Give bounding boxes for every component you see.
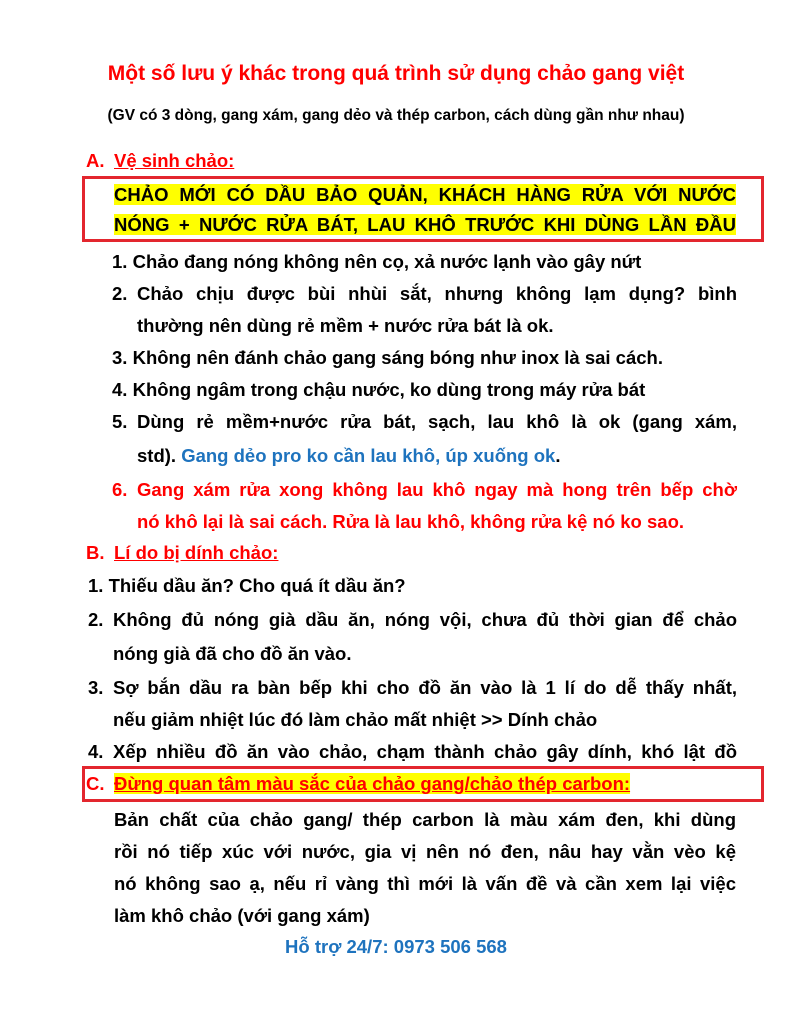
list-item: 3. Không nên đánh chảo gang sáng bóng như inox là sai cách. bbox=[112, 347, 663, 368]
list-item-text: nó khô lại là sai cách. Rửa là lau khô, không rửa kệ nó ko sao. bbox=[137, 511, 685, 532]
list-item-text: nếu giảm nhiệt lúc đó làm chảo mất nhiệt >> Dính chảo bbox=[113, 709, 598, 730]
blue-note: Gang dẻo pro ko cần lau khô, úp xuống ok bbox=[181, 445, 556, 466]
section-b-letter: B. bbox=[86, 542, 105, 563]
section-b-heading bbox=[86, 538, 278, 568]
list-item: 2. bbox=[88, 609, 104, 630]
section-a-title: Vệ sinh chảo: bbox=[114, 150, 235, 171]
document-subtitle: (GV có 3 dòng, gang xám, gang dẻo và thép carbon, cách dùng gần như nhau) bbox=[107, 107, 685, 124]
section-c-title: Đừng quan tâm màu sắc của chảo gang/chảo thép carbon: bbox=[114, 773, 631, 794]
list-item: 4. bbox=[88, 741, 104, 762]
list-item: 2. bbox=[112, 283, 128, 304]
notice-line-1: CHẢO MỚI CÓ DẦU BẢO QUẢN, KHÁCH HÀNG RỬA VỚI NƯỚC bbox=[114, 184, 736, 205]
list-item-text: Sợ bắn dầu ra bàn bếp khi cho đồ ăn vào là 1 lí do dễ thấy nhất, bbox=[113, 677, 737, 698]
list-item: 1. Chảo đang nóng không nên cọ, xả nước lạnh vào gây nứt bbox=[112, 251, 642, 272]
paragraph-line: Bản chất của chảo gang/ thép carbon là màu xám đen, khi dùng bbox=[114, 809, 736, 830]
section-b-title: Lí do bị dính chảo: bbox=[114, 542, 279, 563]
section-c-heading bbox=[86, 769, 630, 799]
paragraph-line: rồi nó tiếp xúc với nước, gia vị nên nó đen, nâu hay vằn vèo kệ bbox=[114, 841, 736, 862]
list-item: 1. Thiếu dầu ăn? Cho quá ít dầu ăn? bbox=[88, 575, 406, 596]
paragraph-line: làm khô chảo (với gang xám) bbox=[114, 905, 370, 926]
list-item-text: std). Gang dẻo pro ko cần lau khô, úp xuống ok. bbox=[137, 445, 561, 466]
section-c-letter: C. bbox=[86, 773, 105, 794]
list-item-text: nóng già đã cho đồ ăn vào. bbox=[113, 643, 352, 664]
support-hotline: Hỗ trợ 24/7: 0973 506 568 bbox=[285, 936, 507, 957]
section-a-heading bbox=[86, 146, 234, 176]
list-item: 3. bbox=[88, 677, 104, 698]
section-a-letter: A. bbox=[86, 150, 105, 171]
list-item: 5. bbox=[112, 411, 128, 432]
list-item: 6. bbox=[112, 479, 128, 500]
list-item-text: Xếp nhiều đồ ăn vào chảo, chạm thành chảo gây dính, khó lật đồ bbox=[113, 741, 737, 762]
notice-line-2: NÓNG + NƯỚC RỬA BÁT, LAU KHÔ TRƯỚC KHI DÙNG LẦN ĐẦU bbox=[114, 214, 736, 235]
list-item-text: Dùng rẻ mềm+nước rửa bát, sạch, lau khô là ok (gang xám, bbox=[137, 411, 737, 432]
list-item: 4. Không ngâm trong chậu nước, ko dùng trong máy rửa bát bbox=[112, 379, 646, 400]
list-item-text: thường nên dùng rẻ mềm + nước rửa bát là ok. bbox=[137, 315, 554, 336]
paragraph-line: nó không sao ạ, nếu rỉ vàng thì mới là vấn đề và cần xem lại việc bbox=[114, 873, 736, 894]
document-title: Một số lưu ý khác trong quá trình sử dụng chảo gang việt bbox=[107, 62, 685, 85]
list-item-text: Không đủ nóng già dầu ăn, nóng vội, chưa đủ thời gian để chảo bbox=[113, 609, 737, 630]
list-item-text: Chảo chịu được bùi nhùi sắt, nhưng không lạm dụng? bình bbox=[137, 283, 737, 304]
list-item-text: Gang xám rửa xong không lau khô ngay mà hong trên bếp chờ bbox=[137, 479, 737, 500]
